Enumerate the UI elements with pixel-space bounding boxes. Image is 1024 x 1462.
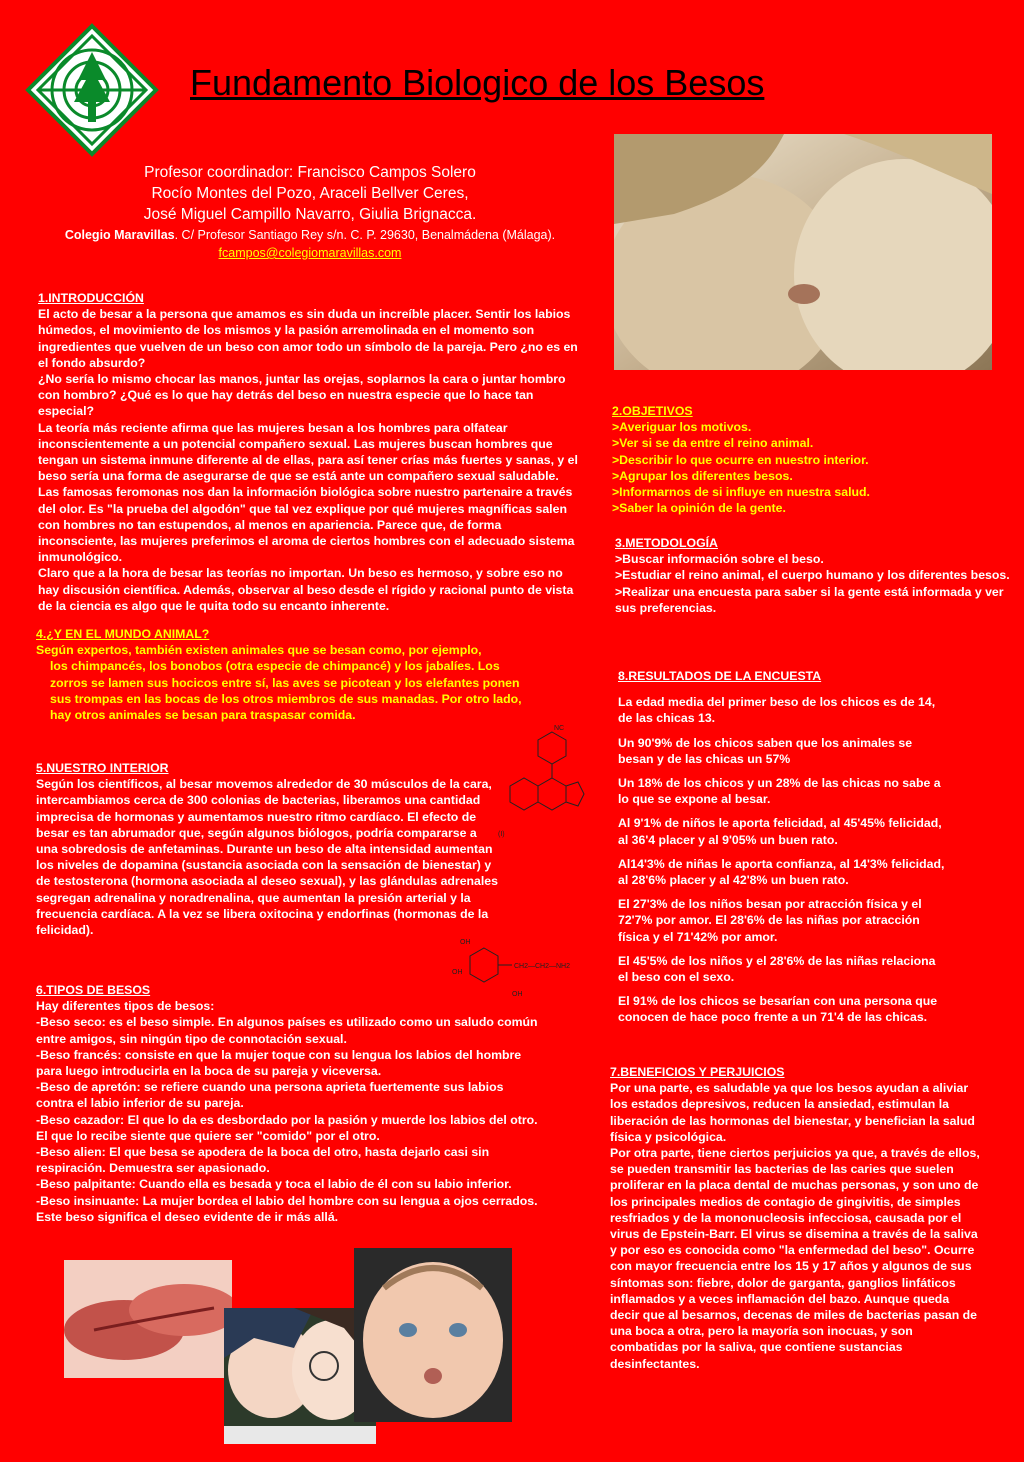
- section-introduccion: [38, 290, 583, 614]
- molecule-diagram-1: [490, 722, 590, 842]
- list-item: >Estudiar el reino animal, el cuerpo humano y los diferentes besos.: [615, 568, 1010, 583]
- list-item: >Describir lo que ocurre en nuestro interior.: [612, 452, 869, 467]
- authors-block: [20, 162, 600, 225]
- result-item: Un 90'9% de los chicos saben que los animales se besan y de las chicas un 57%: [618, 735, 913, 766]
- section-heading: 3.METODOLOGÍA: [615, 536, 718, 550]
- paragraph: La teoría más reciente afirma que las mujeres besan a los hombres para olfatear inconscientemente a un potencial compañero sexual. Las mujeres buscan hombres que tengan un sistema inmune diferente al de ellas, para así tener crías más fuertes y sanas, y el beso sería una forma de asegurarse de que se está ante un compañero sexual saludable. Las famosas feromonas nos dan la información biológica sobre nuestro partenaire a través del olor. Es "la prueba del algodón" que tal vez explique por qué mujeres magníficas salen con hombres no tan estupendos, al menos en apariencia. Parece que, de forma inconsciente, las mujeres preferimos el aroma de ciertos hombres con el adecuado sistema inmunológico.: [38, 420, 578, 565]
- list-item: >Agrupar los diferentes besos.: [612, 468, 793, 483]
- molecule-label: OH: [460, 939, 471, 946]
- list-item: >Saber la opinión de la gente.: [612, 501, 786, 516]
- result-item: El 27'3% de los niños besan por atracción física y el 72'7% por amor. El 28'6% de las niñas por atracción física y el 71'42% por amor.: [618, 897, 922, 944]
- paragraph: Por una parte, es saludable ya que los besos ayudan a aliviar los estados depresivos, reducen la ansiedad, estimulan la liberación de las hormonas del bienestar, y benefician la salud física y psicológica.: [610, 1081, 975, 1144]
- list-item: -Beso alien: El que besa se apodera de la boca del otro, hasta dejarlo casi sin respiración. Demuestra ser apasionado.: [36, 1145, 490, 1176]
- result-item: Al 9'1% de niños le aporta felicidad, al 45'45% felicidad, al 36'4 placer y al 9'05% un buen rato.: [618, 816, 942, 847]
- list-item: >Informarnos de si influye en nuestra salud.: [612, 485, 870, 500]
- list-item: -Beso francés: consiste en que la mujer toque con su lengua los labios del hombre para luego introducirla en la boca de su pareja y viceversa.: [36, 1047, 522, 1079]
- section-heading: 8.RESULTADOS DE LA ENCUESTA: [618, 669, 822, 683]
- section-resultados: [618, 668, 948, 1034]
- page-title: Fundamento Biologico de los Besos: [190, 62, 765, 103]
- list-item: -Beso insinuante: La mujer bordea el labio del hombre con su lengua a ojos cerrados. Este beso significa el deseo evidente de ir más allá.: [36, 1193, 538, 1224]
- section-heading: 4.¿Y EN EL MUNDO ANIMAL?: [36, 627, 210, 641]
- result-item: Un 18% de los chicos y un 28% de las chicas no sabe a lo que se expone al besar.: [618, 776, 941, 807]
- molecule-label: OH: [512, 991, 523, 998]
- author-line: Profesor coordinador: Francisco Campos Solero: [144, 164, 476, 181]
- section-nuestro-interior: [36, 760, 498, 938]
- result-item: Al14'3% de niñas le aporta confianza, al 14'3% felicidad, al 28'6% placer y al 42'8% un buen rato.: [618, 856, 945, 888]
- paragraph: los chimpancés, los bonobos (otra especie de chimpancé) y los jabalíes. Los zorros se lamen sus hocicos entre sí, las aves se picotean y los elefantes ponen sus trompas en las bocas de los otros miembros de sus manadas. Por otro lado, hay otros animales se besan para traspasar comida.: [50, 659, 522, 723]
- section-heading: 6.TIPOS DE BESOS: [36, 983, 151, 997]
- list-item: -Beso de apretón: se refiere cuando una persona aprieta fuertemente sus labios contra el labio inferior de su pareja.: [36, 1080, 504, 1111]
- list-item: >Buscar información sobre el beso.: [615, 552, 824, 567]
- section-mundo-animal: [36, 626, 536, 723]
- kiss-photo: [614, 134, 992, 370]
- list-item: >Averiguar los motivos.: [612, 420, 752, 435]
- school-address-text: . C/ Profesor Santiago Rey s/n. C. P. 29630, Benalmádena (Málaga).: [174, 228, 556, 242]
- list-item: -Beso seco: es el beso simple. En algunos países es utilizado como un saludo común entre amigos, sin ningún tipo de connotación sexual.: [36, 1015, 538, 1046]
- section-metodologia: [615, 535, 1020, 616]
- paragraph: ¿No sería lo mismo chocar las manos, juntar las orejas, soplarnos la cara o juntar hombro con hombro? ¿Qué es lo que hay detrás del beso en nuestra especie que lo hace tan especial?: [38, 372, 566, 419]
- lips-photo: [64, 1260, 232, 1378]
- list-item: Hay diferentes tipos de besos:: [36, 999, 215, 1014]
- list-item: -Beso palpitante: Cuando ella es besada y toca el labio de él con su labio inferior.: [36, 1177, 512, 1192]
- author-line: Rocío Montes del Pozo, Araceli Bellver Ceres,: [151, 185, 469, 202]
- result-item: El 91% de los chicos se besarían con una persona que conocen de hace poco frente a un 71'4 de las chicas.: [618, 994, 938, 1025]
- list-item: >Realizar una encuesta para saber si la gente está informada y ver sus preferencias.: [615, 584, 1004, 615]
- section-heading: 2.OBJETIVOS: [612, 404, 693, 418]
- baby-photo: [354, 1248, 512, 1422]
- paragraph: Según expertos, también existen animales que se besan como, por ejemplo,: [36, 643, 482, 658]
- section-heading: 7.BENEFICIOS Y PERJUICIOS: [610, 1065, 785, 1079]
- section-heading: 5.NUESTRO INTERIOR: [36, 761, 169, 775]
- result-item: El 45'5% de los niños y el 28'6% de las niñas relaciona el beso con el sexo.: [618, 953, 936, 985]
- molecule-label: OH: [452, 969, 463, 976]
- result-item: La edad media del primer beso de los chicos es de 14, de las chicas 13.: [618, 695, 936, 726]
- list-item: -Beso cazador: El que lo da es desbordado por la pasión y muerde los labios del otro. El que lo recibe siente que quiere ser "comido" por el otro.: [36, 1112, 538, 1143]
- school-address: [14, 228, 606, 242]
- paragraph: Según los científicos, al besar movemos alrededor de 30 músculos de la cara, intercambiamos cerca de 300 colonias de bacterias, liberamos una cantidad imprecisa de hormonas y aumentamos nuestro ritmo cardíaco. El efecto de besar es tan abrumador que, según algunos biólogos, podría compararse a una sobredosis de anfetaminas. Durante un beso de alta intensidad aumentan los niveles de dopamina (sustancia asociada con la sensación de bienestar) y de testosterona (hormona asociada al deseo sexual), y las glándulas adrenales segregan adrenalina y noradrenalina, que aumentan la presión arterial y la frecuencia cardíaca. A la vez se libera oxitocina y endorfinas (hormonas de la felicidad).: [36, 777, 498, 938]
- list-item: >Ver si se da entre el reino animal.: [612, 436, 814, 451]
- school-name: Colegio Maravillas: [64, 228, 175, 242]
- molecule-label: CH2—CH2—NH2: [514, 963, 571, 970]
- school-logo: [24, 22, 160, 158]
- molecule-label: NC: [554, 725, 565, 732]
- paragraph: Por otra parte, tiene ciertos perjuicios ya que, a través de ellos, se pueden transmitir las bacterias de las caries que suelen proliferar en la placa dental de muchas personas, y son uno de los principales medios de contagio de gingivitis, de simples resfriados y de la mononucleosis infecciosa, causada por el virus de Epstein-Barr. El virus se disemina a través de la saliva y por eso es conocida como "la enfermedad del beso". Ocurre con mayor frecuencia entre los 15 y 17 años y algunos de sus síntomas son: fiebre, dolor de garganta, ganglios linfáticos inflamados y a veces inflamación del bazo. Aunque queda decir que al besarnos, decenas de miles de bacterias pasan de una boca a otra, pero la mayoría son inocuas, y son combatidas por la saliva, que contiene sustancias desinfectantes.: [610, 1146, 980, 1371]
- email-link[interactable]: fcampos@colegiomaravillas.com: [218, 246, 402, 260]
- section-heading: 1.INTRODUCCIÓN: [38, 291, 144, 305]
- paragraph: El acto de besar a la persona que amamos es sin duda un increíble placer. Sentir los labios húmedos, el movimiento de los mismos y la pasión arremolinada en el momento son ingredientes que vuelven de un beso con amor todo un símbolo de la pareja. Pero ¿no es en el fondo absurdo?: [38, 307, 578, 370]
- section-beneficios: [610, 1064, 980, 1372]
- molecule-label: (I): [498, 831, 505, 838]
- section-tipos-besos: [36, 982, 541, 1225]
- section-objetivos: [612, 403, 1012, 516]
- paragraph: Claro que a la hora de besar las teorías no importan. Un beso es hermoso, y sobre eso no hay discusión científica. Además, observar al beso desde el rígido y racional punto de vista de la ciencia es algo que le quita todo su encanto inherente.: [38, 566, 574, 613]
- author-line: José Miguel Campillo Navarro, Giulia Brignacca.: [143, 206, 477, 223]
